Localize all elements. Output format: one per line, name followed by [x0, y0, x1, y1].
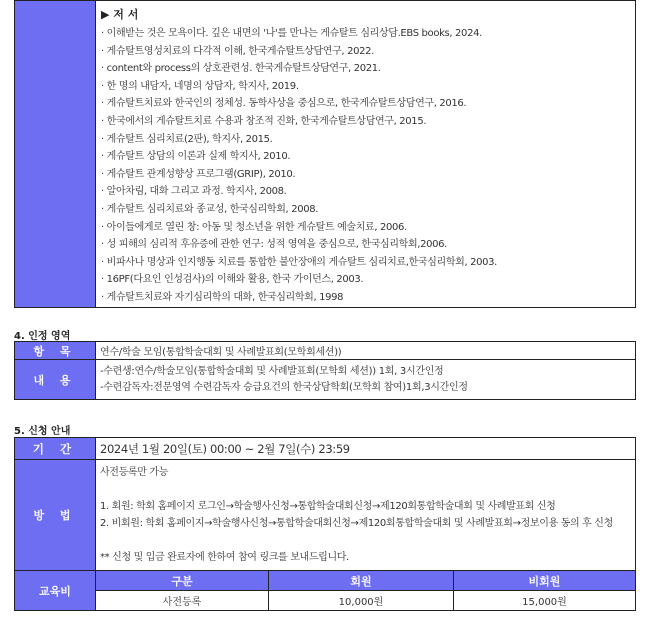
content-label: 내 용	[15, 360, 96, 400]
method-label: 방 법	[15, 460, 96, 571]
item-label: 항 목	[15, 342, 96, 360]
method-line: 사전등록만 가능	[100, 467, 168, 478]
works-item: · 게슈탈트 심리치료(2판), 학지사, 2015.	[101, 133, 273, 145]
works-item: · content와 process의 상호관련성. 한국게슈탈트상담연구, 2021.	[101, 63, 381, 75]
works-item: · 한 명의 내담자, 네명의 상담자, 학지사, 2019.	[101, 80, 299, 92]
works-content-cell	[96, 1, 636, 308]
works-label-cell	[15, 1, 96, 308]
method-line	[100, 532, 635, 549]
works-item: · 성 피해의 심리적 후유증에 관한 연구: 성적 영역을 중심으로, 한국심리학회,2006.	[101, 239, 447, 251]
fee-member: 10,000원	[269, 591, 454, 611]
content-line: -수련생:연수/학술모임(통합학술대회 및 사례발표회(모학회 세션)) 1회, 3시간인정	[100, 365, 444, 377]
works-item: · 비파사나 명상과 인지행동 치료를 통합한 불안장애의 게슈탈트 심리치료,한국심리학회, 2003.	[101, 256, 497, 268]
works-item: · 게슈탈트영성치료의 다각적 이해, 한국게슈탈트상담연구, 2022.	[101, 45, 374, 57]
fee-header-category: 구분	[96, 571, 269, 591]
works-item: · 이해받는 것은 모욕이다. 깊은 내면의 '나'를 만나는 게슈탈트 심리상담.EBS books, 2024.	[101, 28, 482, 39]
method-value	[96, 460, 636, 571]
application-table	[14, 437, 636, 611]
works-table	[14, 0, 636, 308]
certification-table	[14, 341, 636, 400]
method-line: 2. 비회원: 학회 홈페이지→학술행사신청→통합학술대회신청→제120회통합학술대회 및 사례발표회→정보이용 동의 후 신청	[100, 518, 613, 529]
fee-header-nonmember: 비회원	[454, 571, 636, 591]
works-item: · 게슈탈트 관계성향상 프로그램(GRIP), 2010.	[101, 168, 296, 180]
method-line	[100, 481, 635, 498]
works-heading: ▶ 저 서	[101, 8, 139, 21]
works-item: · 한국에서의 게슈탈트치료 수용과 창조적 진화, 한국게슈탈트상담연구, 2015.	[101, 115, 427, 127]
works-item: · 게슈탈트 상담의 이론과 실제 학지사, 2010.	[101, 151, 291, 163]
works-item: · 알아차림, 대화 그리고 과정. 학지사, 2008.	[101, 186, 287, 198]
method-line: ** 신청 및 입금 완료자에 한하여 참여 링크를 보내드립니다.	[100, 552, 349, 563]
fee-header-member: 회원	[269, 571, 454, 591]
fee-nonmember: 15,000원	[454, 591, 636, 611]
works-item: · 게슈탈트 심리치료와 종교성, 한국심리학회, 2008.	[101, 203, 319, 215]
method-line: 1. 회원: 학회 홈페이지 로그인→학술행사신청→통합학술대회신청→제120회통합학술대회 및 사례발표회 신청	[100, 501, 556, 512]
works-item: · 게슈탈트치료와 자기심리학의 대화, 한국심리학회, 1998	[101, 291, 344, 303]
works-item: · 아이들에게로 열린 창: 아동 및 청소년을 위한 게슈탈트 예술치료, 2006.	[101, 221, 407, 233]
works-item: · 16PF(다요인 인성검사)의 이해와 활용, 한국 가이던스, 2003.	[101, 274, 364, 286]
section-title-application: 5. 신청 안내	[14, 426, 71, 437]
fee-label: 교육비	[15, 571, 96, 611]
period-value: 2024년 1월 20일(토) 00:00 ~ 2월 7일(수) 23:59	[96, 438, 636, 460]
content-line: -수련감독자:전문영역 수련감독자 승급요건의 한국상담학회(모학회 참여)1회,3시간인정	[100, 381, 468, 393]
fee-category: 사전등록	[96, 591, 269, 611]
period-label: 기 간	[15, 438, 96, 460]
section-title-certification: 4. 인정 영역	[14, 331, 71, 342]
item-value: 연수/학술 모임(통합학술대회 및 사례발표회(모학회세션))	[96, 342, 636, 360]
content-value	[96, 360, 636, 400]
works-item: · 게슈탈트치료와 한국인의 정체성. 동학사상을 중심으로, 한국게슈탈트상담연구, 2016.	[101, 98, 467, 110]
